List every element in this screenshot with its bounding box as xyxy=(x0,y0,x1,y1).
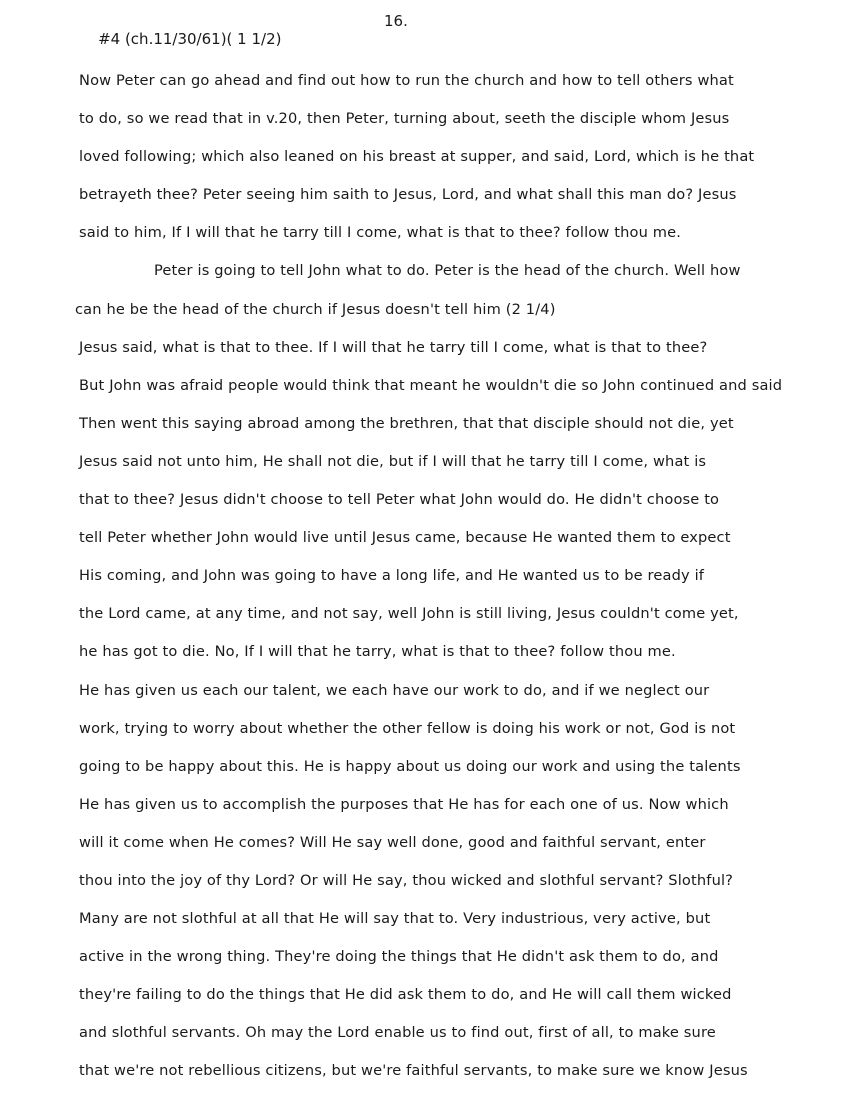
text-line: betrayeth thee? Peter seeing him saith to Jesus, Lord, and what shall this man do? Jesus xyxy=(79,186,737,204)
text-line: said to him, If I will that he tarry till I come, what is that to thee? follow thou me. xyxy=(79,224,682,242)
sermon-reference: #4 (ch.11/30/61)( 1 1/2) xyxy=(98,30,282,48)
text-line: will it come when He comes? Will He say well done, good and faithful servant, enter xyxy=(79,833,706,851)
body-text xyxy=(75,69,851,1098)
text-line: active in the wrong thing. They're doing the things that He didn't ask them to do, and xyxy=(79,948,719,966)
text-line: But John was afraid people would think that meant he wouldn't die so John continued and said xyxy=(79,376,783,394)
paragraph-start-line: Peter is going to tell John what to do. Peter is the head of the church. Well how xyxy=(154,262,741,280)
text-line: tell Peter whether John would live until Jesus came, because He wanted them to expect xyxy=(79,529,731,547)
text-line: He has given us each our talent, we each have our work to do, and if we neglect our xyxy=(79,681,710,699)
text-line: thou into the joy of thy Lord? Or will He say, thou wicked and slothful servant? Slothful? xyxy=(79,871,734,889)
text-line: that to thee? Jesus didn't choose to tell Peter what John would do. He didn't choose to xyxy=(79,491,720,509)
text-line: He has given us to accomplish the purposes that He has for each one of us. Now which xyxy=(79,795,729,813)
text-line: that we're not rebellious citizens, but we're faithful servants, to make sure we know Jesus xyxy=(79,1062,748,1080)
text-line: the Lord came, at any time, and not say, well John is still living, Jesus couldn't come yet, xyxy=(79,605,739,623)
text-line: Jesus said not unto him, He shall not die, but if I will that he tarry till I come, what is xyxy=(79,452,707,470)
text-line: loved following; which also leaned on his breast at supper, and said, Lord, which is he that xyxy=(79,148,755,166)
text-line: Now Peter can go ahead and find out how to run the church and how to tell others what xyxy=(79,72,734,89)
text-line: Then went this saying abroad among the brethren, that that disciple should not die, yet xyxy=(79,414,734,432)
text-line: work, trying to worry about whether the other fellow is doing his work or not, God is not xyxy=(79,719,736,737)
text-line: and slothful servants. Oh may the Lord enable us to find out, first of all, to make sure xyxy=(79,1024,716,1042)
text-line: going to be happy about this. He is happy about us doing our work and using the talents xyxy=(79,757,741,775)
text-line: they're failing to do the things that He did ask them to do, and He will call them wicked xyxy=(79,986,732,1004)
text-line: can he be the head of the church if Jesus doesn't tell him (2 1/4) xyxy=(75,300,556,318)
text-line: His coming, and John was going to have a long life, and He wanted us to be ready if xyxy=(79,567,705,585)
text-line: he has got to die. No, If I will that he tarry, what is that to thee? follow thou me. xyxy=(79,643,676,661)
page-number: 16. xyxy=(384,12,408,30)
text-line: Jesus said, what is that to thee. If I will that he tarry till I come, what is that to thee? xyxy=(79,338,708,356)
text-line: Many are not slothful at all that He will say that to. Very industrious, very active, but xyxy=(79,910,711,928)
text-line: to do, so we read that in v.20, then Peter, turning about, seeth the disciple whom Jesus xyxy=(79,110,730,128)
